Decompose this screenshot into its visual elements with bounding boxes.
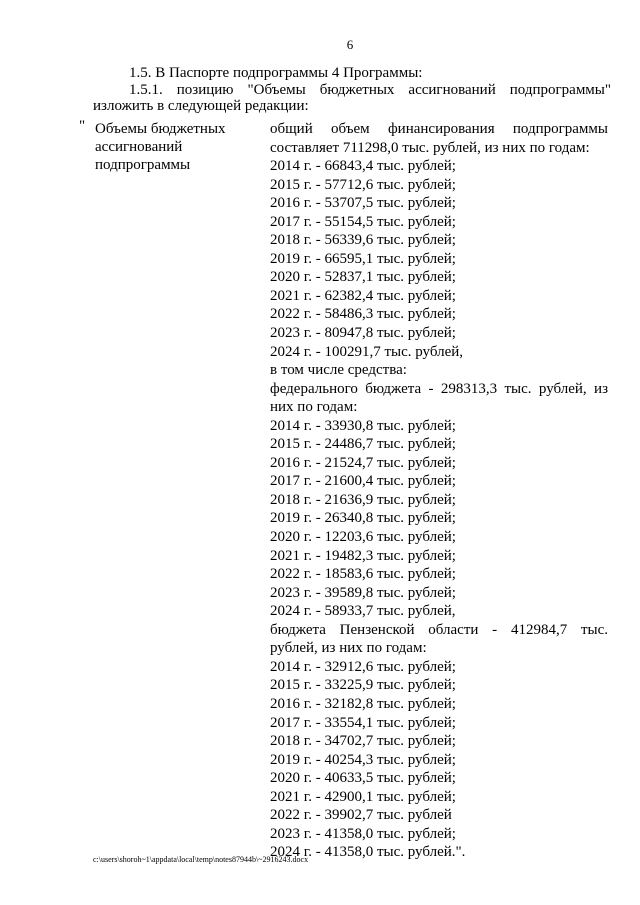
left-cell-line: ассигнований xyxy=(95,139,183,155)
item-line: 1.5.1. позицию "Объемы бюджетных ассигнований подпрограммы" xyxy=(129,82,611,98)
total-line: общий объем финансирования подпрограммы xyxy=(270,121,608,137)
total-year-line: 2022 г. - 58486,3 тыс. рублей; xyxy=(270,306,456,323)
regional-year-line: 2021 г. - 42900,1 тыс. рублей; xyxy=(270,788,456,805)
opening-quote-mark: " xyxy=(79,118,86,134)
regional-year-line: 2020 г. - 40633,5 тыс. рублей; xyxy=(270,770,456,787)
federal-year-line: 2018 г. - 21636,9 тыс. рублей; xyxy=(270,491,456,508)
federal-year-line: 2020 г. - 12203,6 тыс. рублей; xyxy=(270,529,456,546)
page-number: 6 xyxy=(346,37,354,52)
regional-year-line: 2015 г. - 33225,9 тыс. рублей; xyxy=(270,677,456,694)
federal-year-line: 2019 г. - 26340,8 тыс. рублей; xyxy=(270,510,456,527)
regional-line: бюджета Пензенской области - 412984,7 тыс. xyxy=(270,621,608,638)
federal-year-line: 2015 г. - 24486,7 тыс. рублей; xyxy=(270,436,456,453)
regional-year-line: 2014 г. - 32912,6 тыс. рублей; xyxy=(270,658,456,675)
total-year-line: 2014 г. - 66843,4 тыс. рублей; xyxy=(270,158,456,175)
item-continuation: изложить в следующей редакции: xyxy=(93,98,309,114)
total-line: составляет 711298,0 тыс. рублей, из них по годам: xyxy=(270,139,590,156)
federal-year-line: 2024 г. - 58933,7 тыс. рублей, xyxy=(270,603,456,620)
federal-year-line: 2021 г. - 19482,3 тыс. рублей; xyxy=(270,547,456,564)
federal-line: них по годам: xyxy=(270,399,358,416)
table-right-cell xyxy=(270,120,608,862)
total-year-line: 2024 г. - 100291,7 тыс. рублей, xyxy=(270,343,464,360)
regional-year-line: 2023 г. - 41358,0 тыс. рублей; xyxy=(270,825,456,842)
total-year-line: 2017 г. - 55154,5 тыс. рублей; xyxy=(270,213,456,230)
section-heading: 1.5. В Паспорте подпрограммы 4 Программы: xyxy=(129,65,423,81)
regional-year-line: 2019 г. - 40254,3 тыс. рублей; xyxy=(270,751,456,768)
federal-year-line: 2023 г. - 39589,8 тыс. рублей; xyxy=(270,584,456,601)
regional-year-line: 2016 г. - 32182,8 тыс. рублей; xyxy=(270,695,456,712)
footer-file-path: c:\users\shoroh~1\appdata\local\temp\notes87944b\~2916243.docx xyxy=(93,855,309,864)
federal-year-line: 2017 г. - 21600,4 тыс. рублей; xyxy=(270,473,456,490)
total-year-line: 2021 г. - 62382,4 тыс. рублей; xyxy=(270,287,456,304)
regional-year-line: 2017 г. - 33554,1 тыс. рублей; xyxy=(270,714,456,731)
regional-year-line: 2018 г. - 34702,7 тыс. рублей; xyxy=(270,733,456,750)
total-year-line: 2023 г. - 80947,8 тыс. рублей; xyxy=(270,325,456,342)
total-year-line: 2018 г. - 56339,6 тыс. рублей; xyxy=(270,232,456,249)
total-year-line: 2019 г. - 66595,1 тыс. рублей; xyxy=(270,250,456,267)
regional-year-line: 2022 г. - 39902,7 тыс. рублей xyxy=(270,807,452,824)
left-cell-line: подпрограммы xyxy=(95,157,191,173)
federal-year-line: 2014 г. - 33930,8 тыс. рублей; xyxy=(270,417,456,434)
total-year-line: 2016 г. - 53707,5 тыс. рублей; xyxy=(270,195,456,212)
federal-year-line: 2016 г. - 21524,7 тыс. рублей; xyxy=(270,454,456,471)
regional-year-line: 2024 г. - 41358,0 тыс. рублей.". xyxy=(270,844,466,861)
total-year-line: 2020 г. - 52837,1 тыс. рублей; xyxy=(270,269,456,286)
federal-line: федерального бюджета - 298313,3 тыс. рублей, из xyxy=(270,380,608,397)
federal-year-line: 2022 г. - 18583,6 тыс. рублей; xyxy=(270,566,456,583)
left-cell-line: Объемы бюджетных xyxy=(95,121,226,137)
including-line: в том числе средства: xyxy=(270,362,407,379)
table-left-cell xyxy=(95,120,255,174)
regional-line: рублей, из них по годам: xyxy=(270,640,427,657)
total-year-line: 2015 г. - 57712,6 тыс. рублей; xyxy=(270,176,456,193)
